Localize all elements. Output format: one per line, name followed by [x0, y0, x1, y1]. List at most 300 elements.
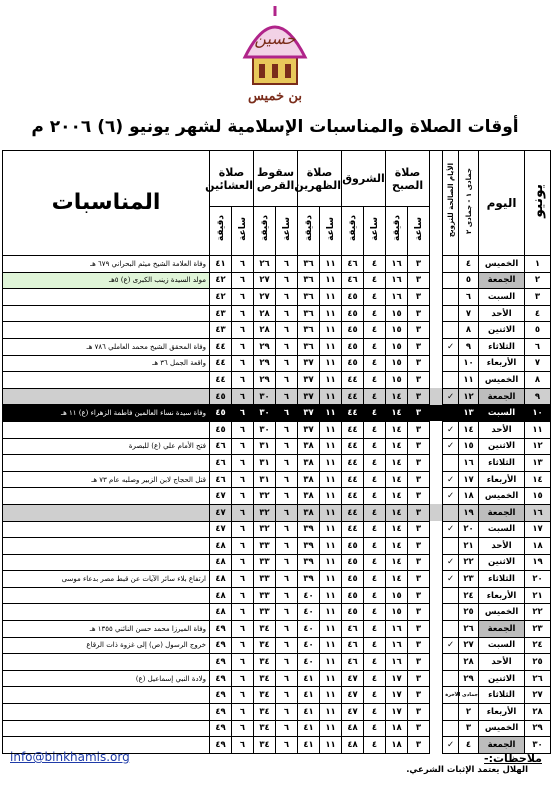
shuruq-hour: ٤: [364, 488, 386, 505]
sunset-minute: ٣٤: [254, 637, 276, 654]
maghrib-hour: ٦: [232, 621, 254, 638]
spacer: [430, 338, 443, 355]
fajr-hour: ٣: [408, 272, 430, 289]
sunset-minute: ٣٢: [254, 488, 276, 505]
gregorian-day: ١٤: [525, 471, 551, 488]
sunset-minute: ٢٦: [254, 256, 276, 273]
gregorian-day: ١٩: [525, 554, 551, 571]
gregorian-day: ٥: [525, 322, 551, 339]
gregorian-day: ٢٥: [525, 654, 551, 671]
sunset-hour: ٦: [276, 554, 298, 571]
maghrib-hour: ٦: [232, 322, 254, 339]
table-row: [3, 670, 551, 687]
marriage-mark: [443, 654, 459, 671]
shuruq-minute: ٤٦: [342, 256, 364, 273]
sunset-hour: ٦: [276, 455, 298, 472]
maghrib-hour: ٦: [232, 305, 254, 322]
gregorian-day: ٢٨: [525, 704, 551, 721]
shuruq-hour: ٤: [364, 256, 386, 273]
gregorian-day: ٦: [525, 338, 551, 355]
maghrib-minute: ٤٦: [210, 471, 232, 488]
fajr-minute: ١٤: [386, 488, 408, 505]
fajr-minute: ١٨: [386, 737, 408, 754]
gregorian-day: ٢٠: [525, 571, 551, 588]
maghrib-hour: ٦: [232, 421, 254, 438]
weekday: الاثنين: [479, 554, 525, 571]
spacer: [430, 471, 443, 488]
sunset-hour: ٦: [276, 571, 298, 588]
fajr-minute: ١٧: [386, 704, 408, 721]
weekday: الجمعة: [479, 737, 525, 754]
dhuhr-hour: ١١: [320, 720, 342, 737]
marriage-mark: [443, 504, 459, 521]
shuruq-hour: ٤: [364, 538, 386, 555]
fajr-minute: ١٤: [386, 471, 408, 488]
gregorian-day: ١٦: [525, 504, 551, 521]
fajr-minute: ١٤: [386, 554, 408, 571]
dhuhr-hour: ١١: [320, 438, 342, 455]
sunset-hour: ٦: [276, 256, 298, 273]
dhuhr-minute: ٣٩: [298, 571, 320, 588]
sunset-hour: ٦: [276, 720, 298, 737]
sunset-hour: ٦: [276, 305, 298, 322]
sunset-hour: ٦: [276, 388, 298, 405]
maghrib-hour: ٦: [232, 604, 254, 621]
fajr-hour: ٣: [408, 355, 430, 372]
hijri-day: ٢٣: [459, 571, 479, 588]
dhuhr-minute: ٣٦: [298, 272, 320, 289]
shuruq-hour: ٤: [364, 571, 386, 588]
sunset-hour: ٦: [276, 670, 298, 687]
maghrib-minute: ٤٤: [210, 338, 232, 355]
fajr-minute: ١٥: [386, 305, 408, 322]
table-row: [3, 538, 551, 555]
marriage-mark: [443, 704, 459, 721]
fajr-minute: ١٤: [386, 455, 408, 472]
maghrib-minute: ٤٥: [210, 421, 232, 438]
hijri-day: ٢: [459, 704, 479, 721]
weekday: الجمعة: [479, 621, 525, 638]
sunset-hour: ٦: [276, 687, 298, 704]
sunset-header: سقوط القرص: [254, 151, 298, 207]
dhuhr-hour: ١١: [320, 388, 342, 405]
hijri-day: ٢٤: [459, 587, 479, 604]
table-row: [3, 687, 551, 704]
table-row: [3, 438, 551, 455]
fajr-hour: ٣: [408, 654, 430, 671]
weekday: الاثنين: [479, 670, 525, 687]
sunset-minute: ٣٣: [254, 587, 276, 604]
shuruq-header: الشروق: [342, 151, 386, 207]
maghrib-hour: ٦: [232, 488, 254, 505]
occasion: وفاة المحقق الشيخ محمد العاملي ٧٨٦ هـ: [3, 338, 210, 355]
shuruq-minute: ٤٤: [342, 438, 364, 455]
dhuhr-hour: ١١: [320, 687, 342, 704]
sunset-hour: ٦: [276, 488, 298, 505]
table-row: [3, 338, 551, 355]
dhuhr-minute: ٣٧: [298, 355, 320, 372]
occasion: [3, 504, 210, 521]
table-row: [3, 405, 551, 422]
fajr-hour: ٣: [408, 554, 430, 571]
maghrib-hour: ٦: [232, 372, 254, 389]
hijri-day: ١٦: [459, 455, 479, 472]
occasion: [3, 421, 210, 438]
spacer: [430, 438, 443, 455]
sunset-hour: ٦: [276, 654, 298, 671]
maghrib-hour: ٦: [232, 438, 254, 455]
hijri-day: جمادى الآخرة: [459, 687, 479, 704]
marriage-mark: [443, 355, 459, 372]
maghrib-minute: ٤٨: [210, 554, 232, 571]
fajr-minute: ١٦: [386, 621, 408, 638]
maghrib-hour: ٦: [232, 670, 254, 687]
occasion: [3, 704, 210, 721]
shuruq-hour: ٤: [364, 338, 386, 355]
maghrib-hour: ٦: [232, 538, 254, 555]
marriage-mark: [443, 455, 459, 472]
dhuhr-hour: ١١: [320, 355, 342, 372]
weekday: الجمعة: [479, 504, 525, 521]
prayer-times-table: يونيو اليوم جمادى ١ - جمادى ٢ الأيام الصالحة للتزويج صلاة الصبح الشروق صلاة الظهرين سقوط القرص صلاة العشائين المناسبات ساعة دقيقة ساعة دقيقة ساعة دقيقة ساعة دقيقة ساعة دقيقة ١ الخميس ٤ ٣ ١٦ ٤ ٤٦ ١١ ٣٦ ٦ ٢٦ ٦ ٤١ وفاة العلامة الشيخ ميثم البحراني ٦٧٩ هـ ٢ الجمعة ٥ ٣ ١٦ ٤ ٤٦ ١١ ٣٦ ٦ ٢٧ ٦ ٤٢ مولد السيدة زينب الكبرى (ع) ٥هـ ٣ السبت ٦ ٣ ١٦ ٤ ٤٥ ١١ ٣٦ ٦ ٢٧ ٦ ٤٢ ٤ الأحد ٧ ٣ ١٥ ٤ ٤٥ ١١ ٣٦ ٦ ٢٨ ٦ ٤٣ ٥ الاثنين ٨ ٣ ١٥ ٤ ٤٥ ١١ ٣٦ ٦ ٢٨ ٦ ٤٣ ٦ الثلاثاء ٩ ✓ ٣ ١٥ ٤ ٤٥ ١١ ٣٦ ٦ ٢٩ ٦ ٤٤ وفاة المحقق الشيخ محمد العاملي ٧٨٦ هـ ٧ الأربعاء ١٠ ٣ ١٥ ٤ ٤٥ ١١ ٣٧ ٦ ٢٩ ٦ ٤٤ واقعة الجمل ٣٦ هـ ٨ الخميس ١١ ٣ ١٥ ٤ ٤٤ ١١ ٣٧ ٦ ٢٩ ٦ ٤٤ ٩ الجمعة ١٢ ✓ ٣ ١٤ ٤ ٤٤ ١١ ٣٧ ٦ ٣٠ ٦ ٤٥ ١٠ السبت ١٣ ٣ ١٤ ٤ ٤٤ ١١ ٣٧ ٦ ٣٠ ٦ ٤٥ وفاة سيدة نساء العالمين فاطمة الزهراء (ع) ١١ هـ ١١ الأحد ١٤ ✓ ٣ ١٤ ٤ ٤٤ ١١ ٣٧ ٦ ٣٠ ٦ ٤٥ ١٢ الاثنين ١٥ ✓ ٣ ١٤ ٤ ٤٤ ١١ ٣٨ ٦ ٣١ ٦ ٤٦ فتح الأمام علي (ع) للبصرة ١٣ الثلاثاء ١٦ ٣ ١٤ ٤ ٤٤ ١١ ٣٨ ٦ ٣١ ٦ ٤٦ ١٤ الأربعاء ١٧ ✓ ٣ ١٤ ٤ ٤٤ ١١ ٣٨ ٦ ٣١ ٦ ٤٦ قتل الحجاج لابن الزبير وصلبه عام ٧٣ هـ ١٥ الخميس ١٨ ✓ ٣ ١٤ ٤ ٤٤ ١١ ٣٨ ٦ ٣٢ ٦ ٤٧ ١٦ الجمعة ١٩ ٣ ١٤ ٤ ٤٤ ١١ ٣٨ ٦ ٣٢ ٦ ٤٧ ١٧ السبت ٢٠ ✓ ٣ ١٤ ٤ ٤٤ ١١ ٣٩ ٦ ٣٢ ٦ ٤٧ ١٨ الأحد ٢١ ٣ ١٤ ٤ ٤٥ ١١ ٣٩ ٦ ٣٣ ٦ ٤٨ ١٩ الاثنين ٢٢ ✓ ٣ ١٤ ٤ ٤٥ ١١ ٣٩ ٦ ٣٣ ٦ ٤٨ ٢٠ الثلاثاء ٢٣ ✓ ٣ ١٤ ٤ ٤٥ ١١ ٣٩ ٦ ٣٣ ٦ ٤٨ ارتفاع بلاء سائر الآيات عن قبط مصر بدعاء موسى ٢١ الأربعاء ٢٤ ٣ ١٥ ٤ ٤٥ ١١ ٤٠ ٦ ٣٣ ٦ ٤٨ ٢٢ الخميس ٢٥ ٣ ١٥ ٤ ٤٥ ١١ ٤٠ ٦ ٣٣ ٦ ٤٨ ٢٣ الجمعة ٢٦ ٣ ١٦ ٤ ٤٦ ١١ ٤٠ ٦ ٣٤ ٦ ٤٩ وفاة الميرزا محمد حسن النائني ١٣٥٥ هـ ٢٤ السبت ٢٧ ✓ ٣ ١٦ ٤ ٤٦ ١١ ٤٠ ٦ ٣٤ ٦ ٤٩ خروج الرسول (ص) إلى غزوة ذات الرقاع ٢٥ الأحد ٢٨ ٣ ١٦ ٤ ٤٦ ١١ ٤٠ ٦ ٣٤ ٦ ٤٩ ٢٦ الاثنين ٢٩ ٣ ١٧ ٤ ٤٧ ١١ ٤١ ٦ ٣٤ ٦ ٤٩ ولادة النبي إسماعيل (ع) ٢٧ الثلاثاء جمادى الآخرة ٣ ١٧ ٤ ٤٧ ١١ ٤١ ٦ ٣٤ ٦ ٤٩ ٢٨ الأربعاء ٢ ٣ ١٧ ٤ ٤٧ ١١ ٤١ ٦ ٣٤ ٦ ٤٩ ٢٩ الخميس ٣ ٣ ١٨ ٤ ٤٨ ١١ ٤١ ٦ ٣٤ ٦ ٤٩ ٣٠ الجمعة ٤ ✓ ٣ ١٨ ٤ ٤٨ ١١ ٤١ ٦ ٣٤ ٦ ٤٩: [2, 150, 548, 754]
page-title: أوقات الصلاة والمناسبات الإسلامية لشهر يونيو (٦) ٢٠٠٦ م: [31, 117, 519, 137]
maghrib-hour: ٦: [232, 405, 254, 422]
marriage-mark: [443, 272, 459, 289]
fajr-hour: ٣: [408, 538, 430, 555]
sunset-hour: ٦: [276, 521, 298, 538]
hijri-day: ٣: [459, 720, 479, 737]
occasion: [3, 289, 210, 306]
shuruq-minute: ٤٤: [342, 521, 364, 538]
gregorian-day: ٢: [525, 272, 551, 289]
table-row: [3, 272, 551, 289]
maghrib-minute: ٤٧: [210, 488, 232, 505]
gregorian-day: ١٣: [525, 455, 551, 472]
dhuhr-minute: ٤٠: [298, 587, 320, 604]
fajr-minute: ١٥: [386, 587, 408, 604]
sunset-minute: ٣٤: [254, 720, 276, 737]
spacer: [430, 637, 443, 654]
maghrib-header: صلاة العشائين: [210, 151, 254, 207]
shuruq-minute: ٤٥: [342, 587, 364, 604]
fajr-hour: ٣: [408, 256, 430, 273]
dhuhr-hour: ١١: [320, 637, 342, 654]
sunset-hour: ٦: [276, 637, 298, 654]
maghrib-hour: ٦: [232, 338, 254, 355]
dhuhr-minute: ٤٠: [298, 654, 320, 671]
maghrib-hour: ٦: [232, 687, 254, 704]
dhuhr-hour: ١١: [320, 372, 342, 389]
shuruq-hour: ٤: [364, 737, 386, 754]
sunset-minute: ٣٤: [254, 654, 276, 671]
gregorian-day: ١٢: [525, 438, 551, 455]
sunset-hour: ٦: [276, 322, 298, 339]
marriage-mark: [443, 305, 459, 322]
marriage-mark: [443, 587, 459, 604]
marriage-mark: ✓: [443, 421, 459, 438]
maghrib-hour: ٦: [232, 388, 254, 405]
spacer: [430, 571, 443, 588]
fajr-minute: ١٤: [386, 521, 408, 538]
sunset-minute: ٢٧: [254, 289, 276, 306]
sunset-hour: ٦: [276, 471, 298, 488]
table-row: [3, 471, 551, 488]
fajr-hour: ٣: [408, 737, 430, 754]
gregorian-day: ١٧: [525, 521, 551, 538]
hijri-day: ٢٦: [459, 621, 479, 638]
table-row: [3, 305, 551, 322]
dhuhr-hour: ١١: [320, 621, 342, 638]
shuruq-hour: ٤: [364, 604, 386, 621]
shuruq-hour: ٤: [364, 471, 386, 488]
maghrib-minute: ٤٤: [210, 372, 232, 389]
hijri-day: ١٥: [459, 438, 479, 455]
sunset-minute: ٢٧: [254, 272, 276, 289]
maghrib-minute: ٤٧: [210, 521, 232, 538]
fajr-hour: ٣: [408, 421, 430, 438]
shuruq-minute: ٤٤: [342, 488, 364, 505]
hijri-day: ١٨: [459, 488, 479, 505]
fajr-hour: ٣: [408, 637, 430, 654]
occasion: [3, 388, 210, 405]
table-row: [3, 504, 551, 521]
fajr-hour: ٣: [408, 405, 430, 422]
sunset-hour: ٦: [276, 272, 298, 289]
shuruq-hour: ٤: [364, 438, 386, 455]
weekday: الثلاثاء: [479, 455, 525, 472]
fajr-hour: ٣: [408, 438, 430, 455]
spacer: [430, 405, 443, 422]
fajr-minute: ١٥: [386, 355, 408, 372]
fajr-hour: ٣: [408, 604, 430, 621]
shuruq-hour: ٤: [364, 372, 386, 389]
occasion: وفاة الميرزا محمد حسن النائني ١٣٥٥ هـ: [3, 621, 210, 638]
maghrib-minute: ٤٩: [210, 704, 232, 721]
gregorian-day: ٤: [525, 305, 551, 322]
sunset-minute: ٢٩: [254, 338, 276, 355]
shuruq-minute: ٤٧: [342, 687, 364, 704]
marriage-mark: [443, 538, 459, 555]
dhuhr-minute: ٤١: [298, 720, 320, 737]
hijri-day: ٥: [459, 272, 479, 289]
fajr-minute: ١٤: [386, 405, 408, 422]
maghrib-hour: ٦: [232, 256, 254, 273]
weekday: السبت: [479, 521, 525, 538]
dhuhr-hour: ١١: [320, 571, 342, 588]
dhuhr-hour: ١١: [320, 504, 342, 521]
weekday: الاثنين: [479, 322, 525, 339]
hijri-day: ٩: [459, 338, 479, 355]
dhuhr-minute: ٣٧: [298, 372, 320, 389]
weekday: الخميس: [479, 488, 525, 505]
dhuhr-minute: ٣٨: [298, 438, 320, 455]
sunset-hour: ٦: [276, 355, 298, 372]
sunset-hour: ٦: [276, 289, 298, 306]
occasion: [3, 720, 210, 737]
shuruq-minute: ٤٤: [342, 471, 364, 488]
sunset-minute: ٢٨: [254, 322, 276, 339]
occasion: ولادة النبي إسماعيل (ع): [3, 670, 210, 687]
shuruq-hour: ٤: [364, 388, 386, 405]
marriage-mark: ✓: [443, 338, 459, 355]
weekday: الأربعاء: [479, 355, 525, 372]
shuruq-minute: ٤٥: [342, 338, 364, 355]
dhuhr-hour: ١١: [320, 272, 342, 289]
shuruq-minute: ٤٥: [342, 554, 364, 571]
hijri-day: ١١: [459, 372, 479, 389]
fajr-hour: ٣: [408, 670, 430, 687]
maghrib-minute: ٤١: [210, 256, 232, 273]
gregorian-day: ٧: [525, 355, 551, 372]
gregorian-day: ١٥: [525, 488, 551, 505]
dhuhr-hour: ١١: [320, 604, 342, 621]
maghrib-minute: ٤٩: [210, 654, 232, 671]
sunset-minute: ٢٨: [254, 305, 276, 322]
maghrib-hour: ٦: [232, 654, 254, 671]
fajr-hour: ٣: [408, 388, 430, 405]
maghrib-minute: ٤٢: [210, 289, 232, 306]
table-row: [3, 421, 551, 438]
sunset-minute: ٣٢: [254, 521, 276, 538]
shuruq-hour: ٤: [364, 455, 386, 472]
marriage-mark: ✓: [443, 637, 459, 654]
shuruq-minute: ٤٦: [342, 621, 364, 638]
sunset-minute: ٣٠: [254, 421, 276, 438]
shuruq-minute: ٤٧: [342, 704, 364, 721]
dhuhr-minute: ٣٩: [298, 538, 320, 555]
shuruq-hour: ٤: [364, 289, 386, 306]
dhuhr-minute: ٣٩: [298, 521, 320, 538]
hijri-day: ٢١: [459, 538, 479, 555]
shuruq-hour: ٤: [364, 637, 386, 654]
shuruq-hour: ٤: [364, 670, 386, 687]
spacer: [430, 604, 443, 621]
spacer: [430, 670, 443, 687]
shuruq-hour: ٤: [364, 504, 386, 521]
table-row: [3, 720, 551, 737]
table-row: [3, 521, 551, 538]
fajr-hour: ٣: [408, 687, 430, 704]
dhuhr-minute: ٣٨: [298, 488, 320, 505]
note-1: الهلال يعتمد الإثبات الشرعي.: [406, 765, 528, 775]
month-header: يونيو: [525, 151, 551, 256]
sunset-minute: ٣٢: [254, 504, 276, 521]
marriage-mark: [443, 621, 459, 638]
dhuhr-minute: ٣٨: [298, 471, 320, 488]
hijri-day: ١٧: [459, 471, 479, 488]
day-header: اليوم: [479, 151, 525, 256]
weekday: الخميس: [479, 256, 525, 273]
occasion: [3, 654, 210, 671]
dhuhr-minute: ٤٠: [298, 637, 320, 654]
gregorian-day: ٢٢: [525, 604, 551, 621]
fajr-minute: ١٥: [386, 604, 408, 621]
hijri-day: ٢٩: [459, 670, 479, 687]
dhuhr-minute: ٣٩: [298, 554, 320, 571]
maghrib-hour: ٦: [232, 289, 254, 306]
maghrib-minute: ٤٥: [210, 388, 232, 405]
fajr-hour: ٣: [408, 471, 430, 488]
table-row: [3, 388, 551, 405]
spacer: [430, 554, 443, 571]
notes-title: ملاحظات:-: [484, 752, 542, 765]
sunset-hour: ٦: [276, 405, 298, 422]
marriage-mark: [443, 670, 459, 687]
shuruq-minute: ٤٥: [342, 305, 364, 322]
occasion: [3, 521, 210, 538]
fajr-minute: ١٦: [386, 256, 408, 273]
spacer: [430, 372, 443, 389]
shuruq-minute: ٤٤: [342, 455, 364, 472]
dhuhr-hour: ١١: [320, 455, 342, 472]
sunset-minute: ٣٣: [254, 554, 276, 571]
dhuhr-hour: ١١: [320, 256, 342, 273]
weekday: الأحد: [479, 538, 525, 555]
weekday: الخميس: [479, 604, 525, 621]
shuruq-hour: ٤: [364, 554, 386, 571]
dhuhr-hour: ١١: [320, 289, 342, 306]
dhuhr-hour: ١١: [320, 405, 342, 422]
fajr-hour: ٣: [408, 488, 430, 505]
marriage-mark: [443, 322, 459, 339]
sunset-minute: ٣٤: [254, 687, 276, 704]
spacer: [430, 488, 443, 505]
shuruq-hour: ٤: [364, 704, 386, 721]
contact-email[interactable]: info@binkhamis.org: [10, 750, 130, 764]
weekday: الثلاثاء: [479, 338, 525, 355]
occasion: مولد السيدة زينب الكبرى (ع) ٥هـ: [3, 272, 210, 289]
fajr-minute: ١٤: [386, 438, 408, 455]
shuruq-minute: ٤٦: [342, 637, 364, 654]
shuruq-minute: ٤٦: [342, 272, 364, 289]
occasion: [3, 687, 210, 704]
marriage-mark: ✓: [443, 737, 459, 754]
maghrib-hour: ٦: [232, 737, 254, 754]
weekday: السبت: [479, 405, 525, 422]
sunset-minute: ٣١: [254, 438, 276, 455]
marriage-mark: [443, 604, 459, 621]
marriage-mark: [443, 720, 459, 737]
dhuhr-hour: ١١: [320, 471, 342, 488]
shuruq-minute: ٤٨: [342, 720, 364, 737]
gregorian-day: ٣: [525, 289, 551, 306]
hijri-day: ٤: [459, 737, 479, 754]
table-row: [3, 554, 551, 571]
dhuhr-hour: ١١: [320, 554, 342, 571]
gregorian-day: ١: [525, 256, 551, 273]
dhuhr-minute: ٣٦: [298, 338, 320, 355]
weekday: الأربعاء: [479, 587, 525, 604]
shuruq-hour: ٤: [364, 654, 386, 671]
spacer: [430, 322, 443, 339]
fajr-hour: ٣: [408, 305, 430, 322]
sunset-minute: ٣٠: [254, 388, 276, 405]
dhuhr-minute: ٤١: [298, 704, 320, 721]
marriage-mark: ✓: [443, 471, 459, 488]
sunset-hour: ٦: [276, 704, 298, 721]
maghrib-minute: ٤٤: [210, 355, 232, 372]
fajr-hour: ٣: [408, 720, 430, 737]
fajr-hour: ٣: [408, 587, 430, 604]
spacer: [430, 621, 443, 638]
weekday: السبت: [479, 289, 525, 306]
sunset-hour: ٦: [276, 621, 298, 638]
marriage-mark: ✓: [443, 438, 459, 455]
marriage-mark: ✓: [443, 388, 459, 405]
fajr-hour: ٣: [408, 704, 430, 721]
dhuhr-hour: ١١: [320, 737, 342, 754]
maghrib-minute: ٤٣: [210, 322, 232, 339]
